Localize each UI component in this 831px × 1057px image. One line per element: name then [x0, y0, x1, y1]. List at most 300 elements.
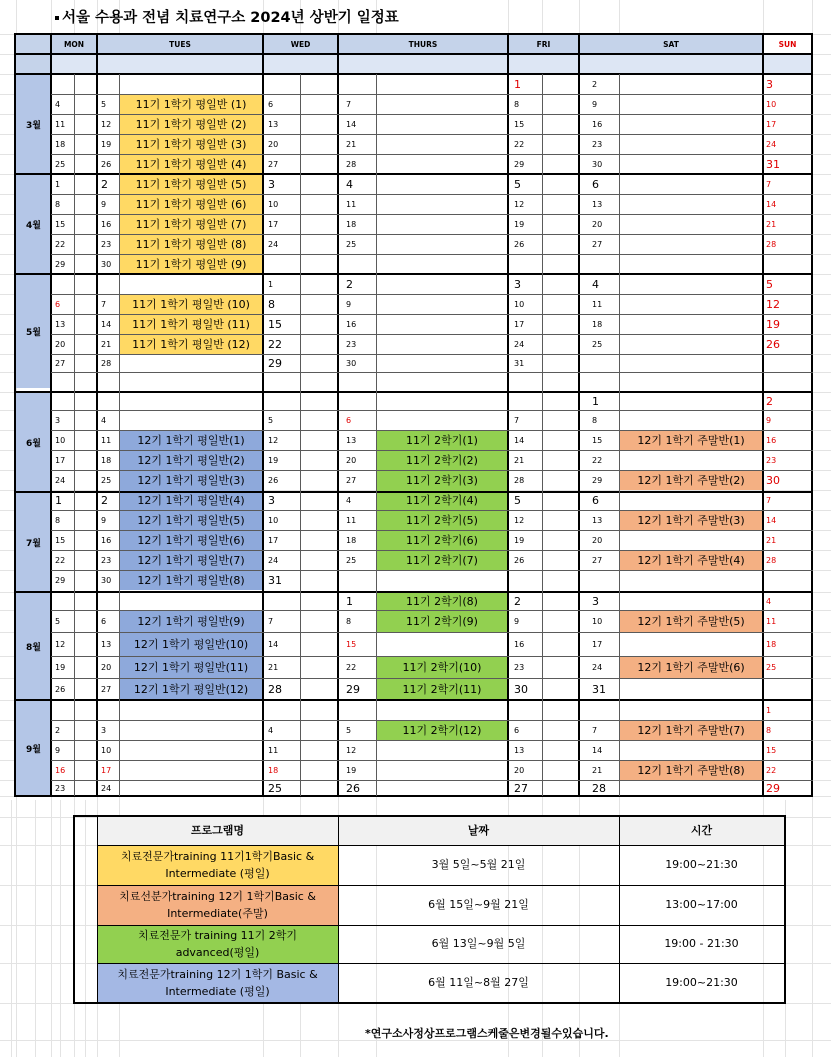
legend-program-line: 치료선분가training 12기 1학기Basic &	[119, 889, 316, 903]
day-number: 22	[55, 239, 66, 249]
day-number: 21	[101, 339, 112, 349]
program-cell-12-1-weekday: 12기 1학기 평일반(7)	[119, 550, 263, 570]
day-number: 3	[55, 415, 61, 425]
program-cell-11-1-weekday: 11기 1학기 평일반 (3)	[119, 134, 263, 154]
row-line	[51, 780, 813, 781]
day-number: 16	[101, 219, 112, 229]
day-number: 30	[766, 473, 780, 487]
day-number: 12	[514, 199, 525, 209]
program-cell-12-1-weekday: 12기 1학기 평일반(12)	[119, 678, 263, 700]
row-line	[51, 570, 813, 571]
day-number: 3	[268, 493, 275, 507]
day-number: 3	[766, 77, 773, 91]
day-number: 27	[592, 239, 603, 249]
day-number: 4	[101, 415, 107, 425]
day-number: 29	[55, 259, 66, 269]
gridline	[85, 800, 86, 1057]
row-line	[51, 470, 813, 471]
day-number: 12	[101, 119, 112, 129]
program-cell-12-1-weekend: 12기 1학기 주말반(3)	[619, 510, 763, 530]
day-number: 14	[766, 515, 777, 525]
row-line	[51, 354, 813, 355]
day-number: 6	[346, 415, 352, 425]
program-cell-12-1-weekday: 12기 1학기 평일반(1)	[119, 430, 263, 450]
program-cell-12-1-weekday: 12기 1학기 평일반(11)	[119, 656, 263, 678]
day-number: 3	[514, 277, 521, 291]
day-number: 30	[514, 682, 528, 696]
legend-date: 6월 11일~8월 27일	[428, 976, 529, 990]
program-cell-11-2-advanced: 11기 2학기(5)	[376, 510, 508, 530]
header-fri: FRI	[508, 34, 579, 54]
day-number: 20	[514, 765, 525, 775]
program-cell-11-2-advanced: 11기 2학기(10)	[376, 656, 508, 678]
day-number: 2	[101, 177, 108, 191]
day-number: 25	[766, 662, 777, 672]
border-line	[14, 591, 813, 593]
program-cell-12-1-weekend: 12기 1학기 주말반(4)	[619, 550, 763, 570]
day-number: 19	[268, 455, 279, 465]
program-cell-11-2-advanced: 11기 2학기(11)	[376, 678, 508, 700]
legend-program-12-1-weekday	[97, 963, 338, 1003]
day-number: 28	[346, 159, 357, 169]
program-cell-12-1-weekday: 12기 1학기 평일반(10)	[119, 632, 263, 656]
day-number: 10	[268, 199, 279, 209]
header-mon: MON	[51, 34, 97, 54]
legend-date: 6월 15일~9월 21일	[428, 898, 529, 912]
legend-time: 13:00~17:00	[665, 898, 738, 912]
spacer-row	[16, 54, 812, 74]
month-label-aug: 8월	[16, 592, 51, 700]
program-cell-11-1-weekday: 11기 1학기 평일반 (2)	[119, 114, 263, 134]
row-line	[51, 430, 813, 431]
day-number: 10	[268, 515, 279, 525]
border-line	[507, 33, 509, 797]
day-number: 25	[55, 159, 66, 169]
day-number: 17	[766, 119, 777, 129]
program-cell-12-1-weekday: 12기 1학기 평일반(4)	[119, 490, 263, 510]
legend-program-line: 치료전문가 training 11기 2학기	[137, 928, 298, 942]
row-line	[51, 550, 813, 551]
day-number: 23	[101, 555, 112, 565]
day-number: 19	[101, 139, 112, 149]
day-number: 14	[346, 119, 357, 129]
row-line	[51, 214, 813, 215]
day-number: 11	[101, 435, 112, 445]
day-number: 5	[514, 493, 521, 507]
day-number: 22	[592, 455, 603, 465]
day-number: 7	[514, 415, 520, 425]
day-number: 10	[101, 745, 112, 755]
day-number: 18	[268, 765, 279, 775]
day-number: 8	[514, 99, 520, 109]
day-number: 2	[101, 493, 108, 507]
day-number: 26	[101, 159, 112, 169]
legend-border-line	[97, 845, 785, 846]
day-number: 23	[766, 455, 777, 465]
day-number: 6	[592, 177, 599, 191]
month-label-mar: 3월	[16, 74, 51, 174]
legend-date: 3월 5일~5월 21일	[431, 858, 526, 872]
legend-border-line	[73, 1002, 786, 1004]
day-number: 23	[55, 783, 66, 793]
day-number: 15	[55, 535, 66, 545]
day-number: 13	[346, 435, 357, 445]
program-cell-11-1-weekday: 11기 1학기 평일반 (8)	[119, 234, 263, 254]
day-number: 10	[514, 299, 525, 309]
day-number: 7	[766, 179, 772, 189]
row-line	[51, 154, 813, 155]
border-line	[262, 33, 264, 797]
day-number: 13	[101, 639, 112, 649]
day-number: 25	[346, 555, 357, 565]
day-number: 9	[101, 199, 107, 209]
day-number: 6	[592, 493, 599, 507]
gridline	[11, 800, 12, 1057]
legend-border-line	[73, 815, 75, 1004]
day-number: 12	[268, 435, 279, 445]
day-number: 13	[592, 515, 603, 525]
day-number: 25	[592, 339, 603, 349]
day-number: 24	[268, 555, 279, 565]
legend-time: 19:00 - 21:30	[664, 937, 739, 951]
day-number: 31	[268, 573, 282, 587]
program-cell-12-1-weekend: 12기 1학기 주말반(1)	[619, 430, 763, 450]
program-cell-11-1-weekday: 11기 1학기 평일반 (10)	[119, 294, 263, 314]
day-number: 25	[101, 475, 112, 485]
day-number: 2	[55, 725, 61, 735]
row-line	[51, 372, 813, 373]
day-number: 1	[55, 179, 61, 189]
day-number: 14	[514, 435, 525, 445]
border-line	[14, 53, 813, 55]
day-number: 4	[766, 596, 772, 606]
col-line	[619, 74, 620, 796]
border-line	[337, 33, 339, 797]
legend-date: 6월 13일~9월 5일	[431, 937, 526, 951]
day-number: 26	[55, 684, 66, 694]
day-number: 27	[346, 475, 357, 485]
month-label-apr: 4월	[16, 174, 51, 274]
day-number: 4	[55, 99, 61, 109]
row-line	[51, 450, 813, 451]
day-number: 4	[346, 495, 352, 505]
program-cell-11-1-weekday: 11기 1학기 평일반 (5)	[119, 174, 263, 194]
day-number: 18	[592, 319, 603, 329]
day-number: 5	[268, 415, 274, 425]
border-line	[762, 33, 764, 797]
day-number: 1	[592, 394, 599, 408]
day-number: 29	[592, 475, 603, 485]
header-thurs: THURS	[338, 34, 508, 54]
day-number: 7	[268, 616, 274, 626]
page-title	[55, 6, 399, 27]
day-number: 7	[101, 299, 107, 309]
gridline	[35, 800, 36, 1057]
day-number: 22	[766, 765, 777, 775]
legend-program-line: 치료전문가training 12기 1학기 Basic &	[117, 967, 318, 981]
day-number: 10	[766, 99, 777, 109]
day-number: 19	[514, 535, 525, 545]
day-number: 14	[101, 319, 112, 329]
day-number: 15	[268, 317, 282, 331]
legend-border-line	[97, 925, 785, 926]
day-number: 11	[268, 745, 279, 755]
day-number: 29	[514, 159, 525, 169]
day-number: 30	[101, 575, 112, 585]
legend-program-line: Intermediate (평일)	[165, 867, 270, 880]
day-number: 31	[766, 157, 780, 171]
program-cell-12-1-weekend: 12기 1학기 주말반(7)	[619, 720, 763, 740]
day-number: 17	[268, 535, 279, 545]
day-number: 4	[592, 277, 599, 291]
day-number: 17	[514, 319, 525, 329]
day-number: 21	[514, 455, 525, 465]
row-line	[51, 656, 813, 657]
legend-program-11-1-weekday	[97, 845, 338, 885]
day-number: 22	[268, 337, 282, 351]
day-number: 23	[346, 339, 357, 349]
day-number: 14	[592, 745, 603, 755]
day-number: 24	[101, 783, 112, 793]
program-cell-12-1-weekday: 12기 1학기 평일반(8)	[119, 570, 263, 590]
day-number: 20	[592, 219, 603, 229]
program-cell-12-1-weekend: 12기 1학기 주말반(2)	[619, 470, 763, 490]
day-number: 2	[346, 277, 353, 291]
day-number: 27	[592, 555, 603, 565]
program-cell-12-1-weekday: 12기 1학기 평일반(2)	[119, 450, 263, 470]
day-number: 25	[268, 781, 282, 795]
day-number: 11	[346, 515, 357, 525]
border-line	[14, 795, 813, 797]
day-number: 3	[101, 725, 107, 735]
border-line	[14, 699, 813, 701]
day-number: 29	[346, 682, 360, 696]
border-line	[14, 273, 813, 275]
border-line	[14, 491, 813, 493]
day-number: 21	[592, 765, 603, 775]
day-number: 26	[268, 475, 279, 485]
day-number: 5	[766, 277, 773, 291]
day-number: 24	[268, 239, 279, 249]
day-number: 16	[55, 765, 66, 775]
row-line	[51, 134, 813, 135]
day-number: 30	[346, 358, 357, 368]
program-cell-12-1-weekend: 12기 1학기 주말반(6)	[619, 656, 763, 678]
day-number: 9	[514, 616, 520, 626]
day-number: 26	[346, 781, 360, 795]
row-line	[51, 410, 813, 411]
day-number: 10	[592, 616, 603, 626]
day-number: 4	[268, 725, 274, 735]
day-number: 15	[514, 119, 525, 129]
day-number: 15	[346, 639, 357, 649]
day-number: 29	[55, 575, 66, 585]
day-number: 19	[346, 765, 357, 775]
day-number: 12	[514, 515, 525, 525]
day-number: 22	[346, 662, 357, 672]
program-cell-12-1-weekday: 12기 1학기 평일반(9)	[119, 610, 263, 632]
day-number: 26	[514, 239, 525, 249]
day-number: 2	[766, 394, 773, 408]
day-number: 14	[268, 639, 279, 649]
program-cell-11-1-weekday: 11기 1학기 평일반 (4)	[119, 154, 263, 174]
row-line	[51, 294, 813, 295]
day-number: 31	[514, 358, 525, 368]
day-number: 12	[346, 745, 357, 755]
day-number: 9	[346, 299, 352, 309]
header-wed: WED	[263, 34, 338, 54]
day-number: 19	[514, 219, 525, 229]
day-number: 9	[101, 515, 107, 525]
day-number: 23	[514, 662, 525, 672]
day-number: 9	[766, 415, 772, 425]
day-number: 2	[592, 79, 598, 89]
legend-header-time: 시간	[690, 824, 713, 838]
row-line	[51, 234, 813, 235]
col-line	[119, 74, 120, 796]
day-number: 12	[55, 639, 66, 649]
program-cell-12-1-weekend: 12기 1학기 주말반(5)	[619, 610, 763, 632]
border-line	[96, 33, 98, 797]
col-line	[300, 74, 301, 796]
row-line	[51, 254, 813, 255]
day-number: 24	[766, 139, 777, 149]
day-number: 3	[268, 177, 275, 191]
day-number: 25	[346, 239, 357, 249]
day-number: 13	[268, 119, 279, 129]
day-number: 11	[346, 199, 357, 209]
day-number: 7	[592, 725, 598, 735]
row-line	[51, 510, 813, 511]
day-number: 9	[592, 99, 598, 109]
border-line	[14, 173, 813, 175]
legend-border-line	[97, 885, 785, 886]
program-cell-11-2-advanced: 11기 2학기(3)	[376, 470, 508, 490]
day-number: 16	[592, 119, 603, 129]
day-number: 28	[592, 781, 606, 795]
day-number: 28	[766, 239, 777, 249]
day-number: 11	[592, 299, 603, 309]
program-cell-11-1-weekday: 11기 1학기 평일반 (11)	[119, 314, 263, 334]
border-line	[14, 33, 813, 35]
day-number: 10	[55, 435, 66, 445]
day-number: 12	[766, 297, 780, 311]
day-number: 14	[766, 199, 777, 209]
header-tues: TUES	[97, 34, 263, 54]
day-number: 18	[346, 535, 357, 545]
day-number: 16	[101, 535, 112, 545]
day-number: 16	[514, 639, 525, 649]
col-line	[376, 74, 377, 796]
legend-border-line	[619, 815, 620, 1004]
col-line	[542, 74, 543, 796]
day-number: 21	[766, 219, 777, 229]
legend-header-date: 날짜	[467, 824, 490, 838]
day-number: 7	[346, 99, 352, 109]
program-cell-12-1-weekend: 12기 1학기 주말반(8)	[619, 760, 763, 780]
day-number: 13	[514, 745, 525, 755]
day-number: 8	[592, 415, 598, 425]
month-label-may: 5월	[16, 274, 51, 388]
day-number: 27	[55, 358, 66, 368]
legend-time: 19:00~21:30	[665, 976, 738, 990]
day-number: 30	[101, 259, 112, 269]
program-cell-11-2-advanced: 11기 2학기(6)	[376, 530, 508, 550]
day-number: 17	[268, 219, 279, 229]
day-number: 1	[55, 493, 62, 507]
day-number: 1	[766, 705, 772, 715]
day-number: 19	[766, 317, 780, 331]
border-line	[811, 33, 813, 797]
day-number: 28	[514, 475, 525, 485]
border-line	[14, 73, 813, 75]
day-number: 15	[766, 745, 777, 755]
legend-program-12-1-weekend	[97, 885, 338, 925]
border-line	[14, 391, 813, 393]
program-cell-11-2-advanced: 11기 2학기(8)	[376, 592, 508, 610]
day-number: 29	[766, 781, 780, 795]
day-number: 8	[346, 616, 352, 626]
day-number: 27	[268, 159, 279, 169]
program-cell-11-2-advanced: 11기 2학기(2)	[376, 450, 508, 470]
day-number: 21	[268, 662, 279, 672]
program-cell-11-1-weekday: 11기 1학기 평일반 (7)	[119, 214, 263, 234]
row-line	[51, 94, 813, 95]
day-number: 19	[55, 662, 66, 672]
day-number: 11	[766, 616, 777, 626]
border-line	[50, 33, 52, 797]
day-number: 2	[514, 594, 521, 608]
program-cell-11-2-advanced: 11기 2학기(7)	[376, 550, 508, 570]
legend-border-line	[338, 815, 339, 1004]
day-number: 23	[592, 139, 603, 149]
day-number: 15	[55, 219, 66, 229]
legend-border-line	[784, 815, 786, 1004]
day-number: 24	[592, 662, 603, 672]
program-cell-11-2-advanced: 11기 2학기(9)	[376, 610, 508, 632]
program-cell-11-2-advanced: 11기 2학기(12)	[376, 720, 508, 740]
day-number: 15	[592, 435, 603, 445]
row-line	[51, 740, 813, 741]
header-sun: SUN	[763, 34, 812, 54]
day-number: 18	[766, 639, 777, 649]
page-title-text: 서울 수용과 전념 치료연구소 2024년 상반기 일정표	[62, 10, 399, 26]
day-number: 13	[592, 199, 603, 209]
day-number: 24	[55, 475, 66, 485]
row-line	[51, 610, 813, 611]
day-number: 23	[101, 239, 112, 249]
day-number: 6	[514, 725, 520, 735]
day-number: 20	[55, 339, 66, 349]
row-line	[51, 678, 813, 679]
day-number: 20	[101, 662, 112, 672]
row-line	[51, 334, 813, 335]
row-line	[51, 760, 813, 761]
row-line	[51, 632, 813, 633]
legend-program-line: advanced(평일)	[175, 946, 260, 959]
day-number: 28	[766, 555, 777, 565]
day-number: 5	[101, 99, 107, 109]
day-number: 8	[55, 515, 61, 525]
legend-border-line	[97, 963, 785, 964]
day-number: 27	[514, 781, 528, 795]
border-line	[14, 33, 16, 797]
day-number: 18	[346, 219, 357, 229]
program-cell-11-1-weekday: 11기 1학기 평일반 (9)	[119, 254, 263, 274]
legend-program-11-2-advanced	[97, 925, 338, 963]
day-number: 18	[101, 455, 112, 465]
legend-program-line: 치료전문가training 11기1학기Basic &	[120, 849, 315, 863]
